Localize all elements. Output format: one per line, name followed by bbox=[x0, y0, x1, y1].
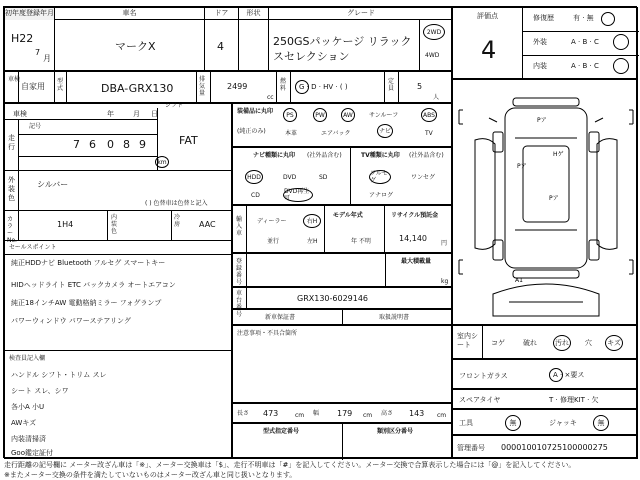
doors-label: ドア bbox=[205, 8, 239, 20]
seat-opt-ana: 穴 bbox=[585, 339, 592, 347]
equip-abs: ABS bbox=[421, 108, 437, 122]
sales-point: HIDヘッドライト ETC バックカメラ オートエアコン bbox=[11, 281, 176, 289]
footer-note-1: 走行距離の記号欄に メーター改ざん車は「※」、メーター交換車は「$」、走行不明車は「#」を記入してください。メーター交換で合算表示した場合には「@」を記入してください。 bbox=[4, 461, 576, 469]
fuel-value: G · D · HV · ( ) bbox=[299, 83, 348, 91]
score-block bbox=[452, 7, 638, 79]
inspection-label: 車検 bbox=[13, 110, 27, 118]
glass-value: A · ×要ス bbox=[553, 371, 585, 379]
drive-alt: 4WD bbox=[425, 52, 440, 59]
ac-value: AAC bbox=[199, 220, 216, 229]
inspector-note: シート スレ、シワ bbox=[11, 387, 69, 395]
inspector-notes bbox=[4, 351, 232, 459]
color-value: シルバー bbox=[37, 180, 69, 189]
reg-month: 7 bbox=[35, 48, 41, 57]
drive-circle: 2WD bbox=[423, 24, 445, 40]
equip-sunroof: サンルーフ bbox=[369, 112, 399, 119]
capacity-label: 定員 bbox=[388, 78, 395, 92]
interior-value: A · B · C bbox=[571, 62, 599, 70]
spec-row bbox=[4, 71, 452, 103]
ac-label: 冷房 bbox=[174, 214, 181, 228]
type-row bbox=[232, 423, 452, 459]
cc-unit: cc bbox=[267, 94, 274, 101]
exterior-label: 外装 bbox=[533, 38, 547, 46]
type-cert-label: 型式指定番号 bbox=[263, 428, 300, 435]
shape-label: 形状 bbox=[239, 8, 269, 20]
exterior-circle bbox=[613, 34, 629, 50]
mark-p-a-front: Pア bbox=[537, 117, 547, 124]
width-unit: cm bbox=[363, 412, 373, 419]
sales-points bbox=[4, 255, 232, 351]
score-value: 4 bbox=[481, 36, 497, 64]
persons-unit: 人 bbox=[433, 94, 440, 101]
left-block bbox=[4, 103, 232, 255]
mileage-digit-5: 9 bbox=[139, 138, 146, 151]
doors-value: 4 bbox=[217, 40, 224, 53]
tools-label: 工具 bbox=[459, 419, 473, 427]
navi-sd: SD bbox=[319, 174, 328, 181]
model-label: 型式 bbox=[57, 78, 64, 92]
navi-label2: (社外品含む) bbox=[307, 152, 342, 159]
glass-label: フロントガラス bbox=[459, 372, 508, 380]
recycle-value: 14,140 bbox=[399, 234, 427, 243]
mgmt-value: 000010010725100000275 bbox=[501, 443, 608, 452]
use-value: 自家用 bbox=[21, 82, 45, 91]
mileage-label: 走行 bbox=[8, 134, 15, 151]
equip-pw: PW bbox=[313, 108, 327, 122]
interior-circle bbox=[613, 58, 629, 74]
seat-opt-yabure: 破れ bbox=[523, 339, 537, 347]
tv-label2: (社外品含む) bbox=[409, 152, 444, 159]
equip-aw: AW bbox=[341, 108, 355, 122]
import-label: 輸入車 bbox=[236, 216, 243, 237]
footer-note-2: ※またメーター交換の条件を満たしていないものはメーター改ざん車と同じ扱いとなります。 bbox=[4, 471, 297, 479]
car-name: マークX bbox=[115, 40, 156, 53]
repair-value: 有 · 無 bbox=[573, 14, 594, 22]
repair-circle bbox=[601, 12, 615, 26]
mark-p-a-roof: Pア bbox=[549, 195, 559, 202]
inspector-note: Goo鑑定証付 bbox=[11, 449, 53, 457]
warranty-label: 新車保証書 bbox=[265, 314, 296, 321]
equip-navi: ナビ bbox=[377, 124, 393, 138]
interior-color-label: 内装色 bbox=[111, 214, 118, 235]
equip-ps: PS bbox=[283, 108, 297, 122]
reg-no-label: 登録番号 bbox=[236, 258, 243, 286]
kg-unit: kg bbox=[441, 278, 449, 285]
equipment-block bbox=[232, 103, 452, 147]
seat-opt-koge: コゲ bbox=[491, 339, 505, 347]
auction-sheet bbox=[3, 6, 637, 458]
mgmt-block bbox=[452, 435, 638, 459]
navi-dvd: DVD bbox=[283, 174, 297, 181]
inspection-day: 日 bbox=[151, 110, 158, 118]
equip-label2: (純正のみ) bbox=[237, 128, 266, 135]
capacity-value: 5 bbox=[417, 82, 423, 91]
km-circle: km bbox=[155, 156, 169, 168]
class-label: 類別区分番号 bbox=[377, 428, 414, 435]
notes-block bbox=[232, 325, 452, 403]
spare-label: スペアタイヤ bbox=[459, 396, 501, 404]
seat-opt-kizu: キズ bbox=[605, 335, 623, 351]
score-label: 評価点 bbox=[477, 12, 498, 20]
inspector-note: 内装清掃済 bbox=[11, 435, 46, 443]
navi-tv-block bbox=[232, 147, 452, 205]
reg-month-unit: 月 bbox=[43, 54, 51, 63]
glass-block bbox=[452, 359, 638, 389]
sales-point: 純正HDDナビ Bluetooth フルセグ スマートキー bbox=[11, 259, 166, 267]
height-label: 高さ bbox=[381, 410, 394, 417]
mileage-digit-1: 7 bbox=[73, 138, 80, 151]
header-block bbox=[4, 7, 452, 71]
repair-label: 修復歴 bbox=[533, 14, 554, 22]
docs-block bbox=[232, 309, 452, 325]
displacement-value: 2499 bbox=[227, 82, 248, 91]
max-load-label: 最大積載量 bbox=[401, 258, 432, 265]
equip-airbag: エアバック bbox=[321, 130, 351, 137]
mileage-digit-4: 8 bbox=[123, 138, 130, 151]
navi-cd: CD bbox=[251, 192, 260, 199]
sales-point: 純正18インチAW 電動格納ミラー フォグランプ bbox=[11, 299, 162, 307]
seat-label: 室内シート bbox=[457, 332, 478, 349]
model-value: DBA-GRX130 bbox=[101, 82, 174, 95]
car-outline bbox=[453, 80, 639, 326]
mark-h-g: Hゲ bbox=[553, 151, 564, 158]
tools-block bbox=[452, 409, 638, 435]
mileage-note: 記号 bbox=[29, 123, 42, 130]
period-label: 車検 bbox=[8, 76, 21, 83]
interior-label: 内装 bbox=[533, 62, 547, 70]
mileage-digit-3: 0 bbox=[107, 138, 114, 151]
parallel: 並行 bbox=[267, 238, 280, 245]
manual-label: 取扱説明書 bbox=[379, 314, 410, 321]
length-value: 473 bbox=[263, 409, 279, 418]
mileage-digit-2: 6 bbox=[89, 138, 96, 151]
left-hand: 左H bbox=[307, 238, 318, 245]
import-block bbox=[232, 205, 452, 253]
height-unit: cm bbox=[437, 412, 447, 419]
navi-hdd: HDD bbox=[245, 170, 263, 184]
sales-label: セールスポイント bbox=[9, 244, 57, 251]
reg-year: H22 bbox=[11, 32, 34, 45]
reg-label: 初年度登録年月 bbox=[5, 8, 55, 20]
tv-oneseg: ワンセグ bbox=[411, 174, 436, 181]
exterior-value: A · B · C bbox=[571, 38, 599, 46]
fuel-label: 燃料 bbox=[280, 78, 287, 92]
dimensions-row bbox=[232, 403, 452, 423]
dealer: ディーラー bbox=[257, 218, 287, 225]
recycle-label: リサイクル預託金 bbox=[391, 212, 439, 219]
inspector-note: AWキズ bbox=[11, 419, 37, 427]
car-diagram bbox=[452, 79, 638, 325]
registration-block bbox=[232, 253, 452, 287]
grade-value: 250GSパッケージ リラックスセレクション bbox=[273, 35, 412, 63]
navi-label: ナビ種類に丸印 bbox=[253, 152, 296, 159]
right-hand-circle: 右H bbox=[303, 214, 321, 228]
shift-label: シフト bbox=[165, 102, 184, 109]
notes-label: 注意事項・不具合箇所 bbox=[237, 330, 298, 337]
tv-fullseg: フルセグ bbox=[369, 170, 391, 184]
height-value: 143 bbox=[409, 409, 425, 418]
equip-leather: 本革 bbox=[285, 130, 298, 137]
navi-dvd-play: DVD再生可 bbox=[283, 188, 313, 202]
mark-a1: A1 bbox=[515, 277, 523, 284]
inspector-note: ハンドル シフト・トリム スレ bbox=[11, 371, 107, 379]
name-label: 車名 bbox=[55, 8, 205, 20]
mark-p-a-left: Pア bbox=[517, 163, 527, 170]
yen-unit: 円 bbox=[441, 240, 448, 247]
shift-value: FAT bbox=[179, 134, 198, 147]
equip-tv: TV bbox=[425, 130, 433, 137]
color-no-label: カラーNo. bbox=[7, 216, 17, 244]
spare-value: T · 修理KIT · 欠 bbox=[549, 396, 599, 404]
jack-label: ジャッキ bbox=[549, 419, 577, 427]
jack-value: 無 bbox=[593, 415, 609, 431]
chassis-value: GRX130-6029146 bbox=[297, 294, 369, 303]
seat-block bbox=[452, 325, 638, 359]
tools-value: 無 bbox=[505, 415, 521, 431]
inspector-note: 各小A 小U bbox=[11, 403, 45, 411]
tv-label: TV種類に丸印 bbox=[361, 152, 400, 159]
seat-opt-yogore: 汚れ bbox=[553, 335, 571, 351]
spare-block bbox=[452, 389, 638, 409]
color-no-value: 1H4 bbox=[57, 220, 74, 229]
color-note: ( ) 色替車は色替と記入 bbox=[145, 200, 208, 207]
chassis-label: 車台番号 bbox=[236, 290, 243, 318]
width-label: 幅 bbox=[313, 410, 320, 417]
width-value: 179 bbox=[337, 409, 353, 418]
length-unit: cm bbox=[295, 412, 305, 419]
mgmt-label: 管理番号 bbox=[457, 444, 485, 452]
tv-analog: アナログ bbox=[369, 192, 394, 199]
displacement-label: 排気量 bbox=[199, 76, 206, 97]
inspector-label: 検査員記入欄 bbox=[9, 355, 46, 362]
sales-point: パワーウィンドウ パワーステアリング bbox=[11, 317, 131, 325]
model-year-value: 年 不明 bbox=[351, 238, 371, 245]
color-label: 外装色 bbox=[8, 176, 15, 202]
model-year-label: モデル年式 bbox=[333, 212, 363, 219]
inspection-year: 年 bbox=[107, 110, 114, 118]
inspection-month: 月 bbox=[133, 110, 140, 118]
equip-label: 装備品に丸印 bbox=[237, 108, 274, 115]
length-label: 長さ bbox=[237, 410, 250, 417]
grade-label: グレード bbox=[347, 9, 375, 17]
